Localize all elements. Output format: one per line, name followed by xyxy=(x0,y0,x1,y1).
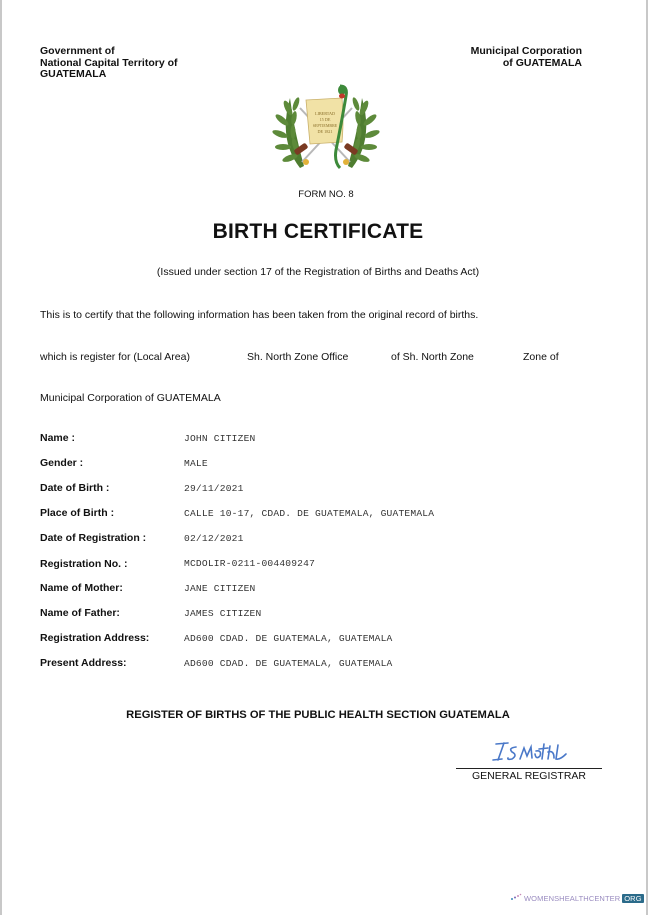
field-label-place-of-birth: Place of Birth : xyxy=(40,507,115,519)
svg-text:SEPTIEMBRE: SEPTIEMBRE xyxy=(312,123,338,128)
field-value-present-address: AD600 CDAD. DE GUATEMALA, GUATEMALA xyxy=(184,658,393,669)
issuer-line: Municipal Corporation xyxy=(470,45,582,57)
issuer-line: Government of xyxy=(40,45,115,57)
field-value-date-of-birth: 29/11/2021 xyxy=(184,483,244,494)
certify-statement: This is to certify that the following information has been taken from the original record of births. xyxy=(40,309,479,321)
coat-of-arms-icon xyxy=(270,80,382,180)
field-label-present-address: Present Address: xyxy=(40,657,127,669)
field-value-registration-address: AD600 CDAD. DE GUATEMALA, GUATEMALA xyxy=(184,633,393,644)
signature-line xyxy=(456,768,602,769)
local-area-suffix: Zone of xyxy=(523,351,559,363)
municipal-corporation-line: Municipal Corporation of GUATEMALA xyxy=(40,392,221,404)
field-value-mother: JANE CITIZEN xyxy=(184,583,256,594)
field-label-date-of-registration: Date of Registration : xyxy=(40,532,147,544)
issuer-line: National Capital Territory of xyxy=(40,56,178,69)
watermark-text: WOMENSHEALTHCENTER xyxy=(524,893,621,903)
register-footer-title: REGISTER OF BIRTHS OF THE PUBLIC HEALTH SECTION GUATEMALA xyxy=(126,709,510,721)
field-label-gender: Gender : xyxy=(40,457,84,469)
page-title: BIRTH CERTIFICATE xyxy=(212,220,424,243)
field-label-date-of-birth: Date of Birth : xyxy=(40,482,110,494)
field-value-name: JOHN CITIZEN xyxy=(184,433,256,444)
watermark-tld: ORG xyxy=(624,893,642,903)
form-number: FORM NO. 8 xyxy=(298,189,354,200)
issuer-municipal xyxy=(471,46,582,69)
field-label-registration-no: Registration No. : xyxy=(40,558,128,570)
subtitle: (Issued under section 17 of the Registration of Births and Deaths Act) xyxy=(156,266,480,278)
svg-text:LIBERTAD: LIBERTAD xyxy=(314,111,336,116)
issuer-line: GUATEMALA xyxy=(40,68,107,80)
field-label-father: Name of Father: xyxy=(40,607,120,619)
local-area-office: Sh. North Zone Office xyxy=(247,351,349,363)
watermark xyxy=(510,893,644,903)
field-value-date-of-registration: 02/12/2021 xyxy=(184,533,244,544)
field-label-mother: Name of Mother: xyxy=(40,582,123,594)
signature-icon xyxy=(490,738,570,766)
registrar-title: GENERAL REGISTRAR xyxy=(472,770,586,782)
field-value-place-of-birth: CALLE 10-17, CDAD. DE GUATEMALA, GUATEMALA xyxy=(184,508,435,519)
watermark-dots-icon xyxy=(510,893,522,903)
issuer-line: of GUATEMALA xyxy=(502,56,582,69)
issuer-government xyxy=(40,46,178,81)
field-value-father: JAMES CITIZEN xyxy=(184,608,262,619)
field-value-registration-no: MCDOLIR-0211-004409247 xyxy=(184,558,316,569)
local-area-zone: of Sh. North Zone xyxy=(391,351,474,363)
field-value-gender: MALE xyxy=(184,458,208,469)
field-label-registration-address: Registration Address: xyxy=(40,632,150,644)
local-area-prefix: which is register for (Local Area) xyxy=(40,351,190,363)
svg-text:15 DE: 15 DE xyxy=(319,117,331,122)
svg-text:DE 1821: DE 1821 xyxy=(317,129,333,134)
field-label-name: Name : xyxy=(40,432,76,444)
